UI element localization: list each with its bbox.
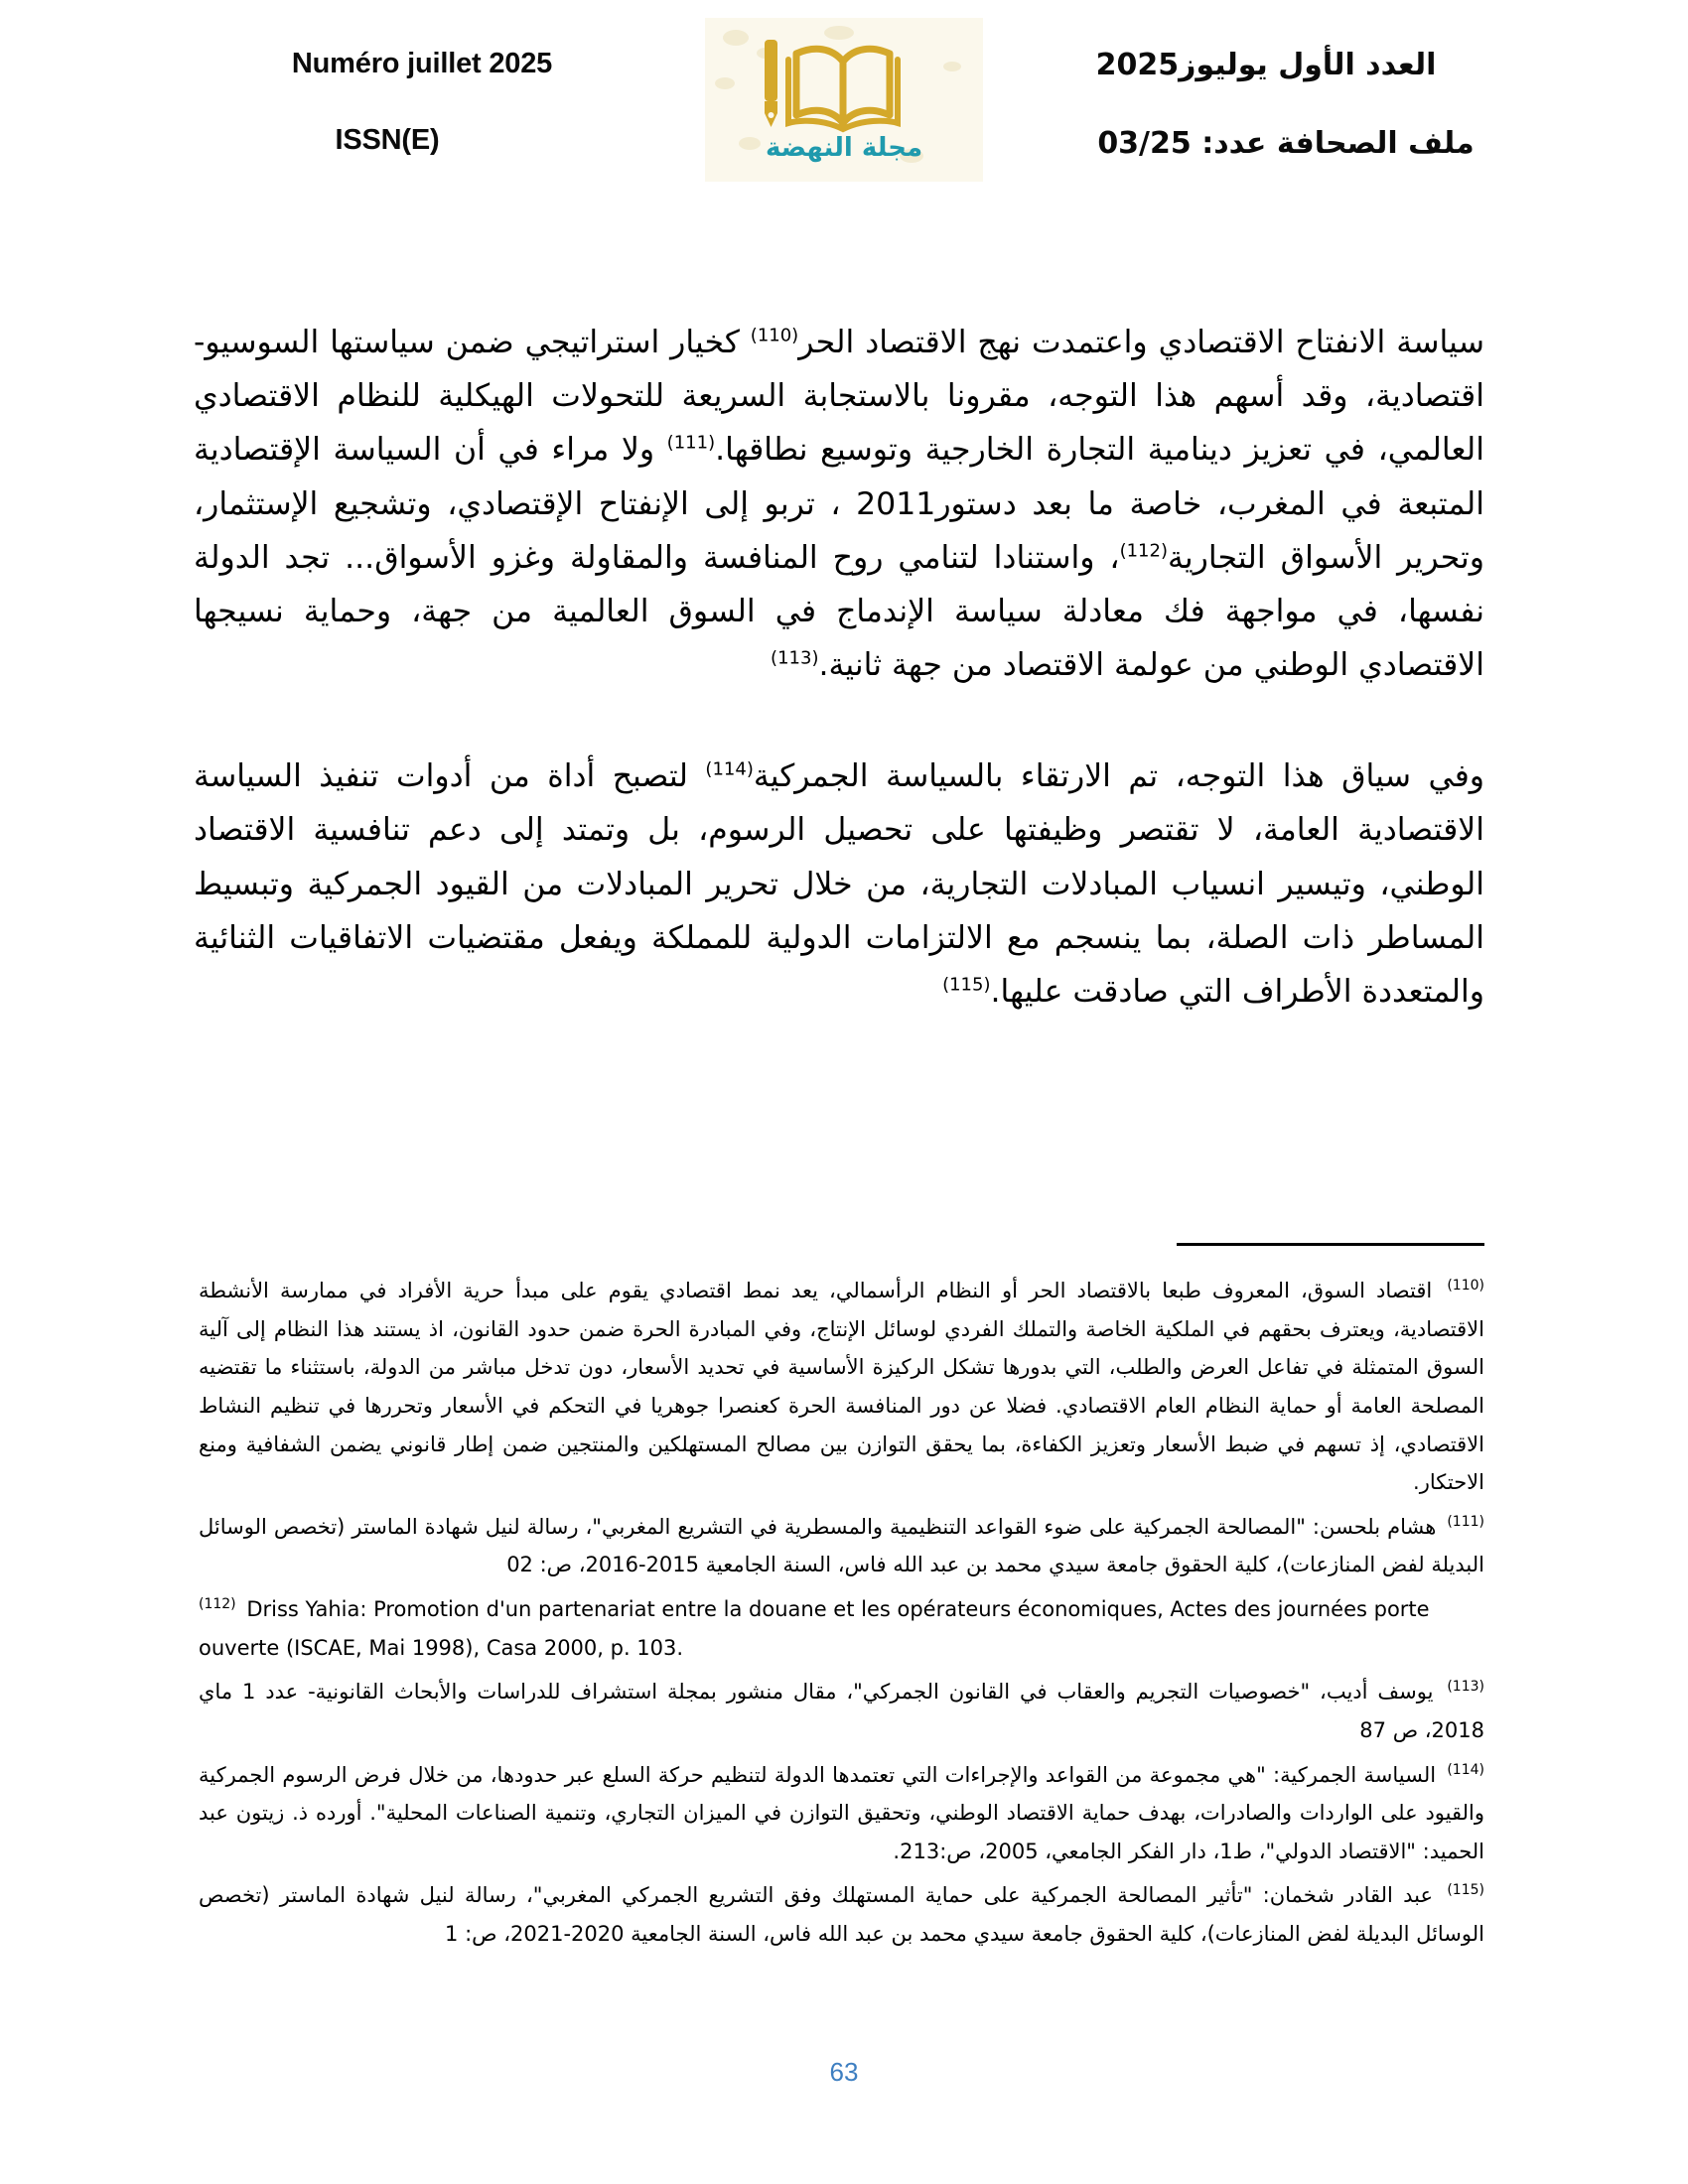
- footnote-marker[interactable]: (114): [705, 758, 754, 780]
- header-issue-fr: Numéro juillet 2025: [291, 48, 553, 79]
- body-text-run: سياسة الانفتاح الاقتصادي واعتمدت نهج الاقتصاد الحر: [798, 325, 1485, 360]
- journal-logo-name: مجلة النهضة: [765, 133, 923, 163]
- footnote-number[interactable]: (113): [1447, 1679, 1484, 1696]
- article-body: [194, 316, 1484, 1019]
- footnote-text: هشام بلحسن: "المصالحة الجمركية على ضوء القواعد التنظيمية والمسطرية في التشريع المغربي"، رسالة لنيل شهادة الماستر (تخصص الوسائل البديلة لفض المنازعات)، كلية الحقوق جامعة سيدي محمد بن عبد الله فاس، السنة الجامعية 2015-2016، ص: 02: [199, 1514, 1484, 1577]
- header-issue-ar: العدد الأول يوليوز2025: [1095, 48, 1437, 82]
- body-text-run: كخيار استراتيجي ضمن سياستها السوسيو-اقتصادية، وقد أسهم هذا التوجه، مقرونا بالاستجابة السريعة للتحولات الهيكلية للنظام الاقتصادي العالمي، في تعزيز دينامية التجارة الخارجية وتوسيع نطاقها.: [194, 325, 1484, 469]
- open-book-with-pen-icon: [745, 32, 943, 139]
- footnote-marker[interactable]: (113): [771, 647, 819, 669]
- footnote-number[interactable]: (114): [1447, 1761, 1484, 1778]
- footnote-number[interactable]: (115): [1447, 1882, 1484, 1899]
- footnote-item: [199, 1673, 1484, 1749]
- page-number: 63: [829, 2057, 859, 2087]
- footnote-marker[interactable]: (115): [942, 974, 991, 996]
- body-text-run: ، واستنادا لتنامي روح المنافسة والمقاولة وغزو الأسواق... تجد الدولة نفسها، في مواجهة فك معادلة سياسة الإندماج في السوق العالمية من جهة، وحماية نسيجها الاقتصادي الوطني من عولمة الاقتصاد من جهة ثانية.: [194, 539, 1484, 684]
- footnote-marker[interactable]: (112): [1119, 540, 1168, 562]
- footnote-text: Driss Yahia: Promotion d'un partenariat entre la douane et les opérateurs économiques, Actes des journées porte ouverte (ISCAE, Mai 1998), Casa 2000, p. 103.: [199, 1597, 1430, 1660]
- page-header: [0, 18, 1688, 216]
- header-file-number: ملف الصحافة عدد: 03/25: [1097, 126, 1475, 161]
- footnote-number[interactable]: (110): [1447, 1278, 1484, 1294]
- footnote-text: يوسف أديب، "خصوصيات التجريم والعقاب في القانون الجمركي"، مقال منشور بمجلة استشراف للدراسات والأبحاث القانونية- عدد 1 ماي 2018، ص 87: [199, 1680, 1484, 1742]
- footnote-text: اقتصاد السوق، المعروف طبعا بالاقتصاد الحر أو النظام الرأسمالي، يعد نمط اقتصادي يقوم على مبدأ حرية الأفراد في ممارسة الأنشطة الاقتصادية، ويعترف بحقهم في الملكية الخاصة والتملك الفردي لوسائل الإنتاج، وفي المبادرة الحرة ضمن حدود القانون، اذ يستند هذا النظام إلى آلية السوق المتمثلة في تفاعل العرض والطلب، التي بدورها تشكل الركيزة الأساسية في تحديد الأسعار، دون تدخل مباشر من الدولة، باستثناء ما تقتضيه المصلحة العامة أو حماية النظام العام الاقتصادي. فضلا عن دور المنافسة الحرة كعنصرا جوهريا في التحكم في الأسعار وتحررها في تنظيم النشاط الاقتصادي، إذ تسهم في ضبط الأسعار وتعزيز الكفاءة، بما يحقق التوازن بين مصالح المستهلكين والمنتجين ضمن إطار قانوني يضمن الشفافية ومنع الاحتكار.: [199, 1279, 1484, 1495]
- footnote-number[interactable]: (112): [199, 1596, 236, 1612]
- body-text-run: ولا مراء في أن السياسة الإقتصادية المتبعة في المغرب، خاصة ما بعد دستور2011 ، تربو إلى الإنفتاح الإقتصادي، وتشجيع الإستثمار، وتحرير الأسواق التجارية: [194, 432, 1485, 576]
- footnote-item: [199, 1756, 1484, 1871]
- footnote-list: [199, 1272, 1484, 1954]
- footnote-item: [199, 1876, 1484, 1953]
- footnote-text: عبد القادر شخمان: "تأثير المصالحة الجمركية على حماية المستهلك وفق التشريع الجمركي المغربي"، رسالة لنيل شهادة الماستر (تخصص الوسائل البديلة لفض المنازعات)، كلية الحقوق جامعة سيدي محمد بن عبد الله فاس، السنة الجامعية 2020-2021، ص: 1: [199, 1883, 1484, 1946]
- header-issn: ISSN(E): [335, 124, 440, 156]
- body-paragraph: [194, 316, 1484, 692]
- body-text-run: لتصبح أداة من أدوات تنفيذ السياسة الاقتصادية العامة، لا تقتصر وظيفتها على تحصيل الرسوم، بل وتمتد إلى دعم تنافسية الاقتصاد الوطني، وتيسير انسياب المبادلات التجارية، من خلال تحرير المبادلات من القيود الجمركية وتبسيط المساطر ذات الصلة، بما ينسجم مع الالتزامات الدولية للمملكة ويفعل مقتضيات الاتفاقيات الثنائية والمتعددة الأطراف التي صادقت عليها.: [194, 758, 1484, 1010]
- footnote-text: السياسة الجمركية: "هي مجموعة من القواعد والإجراءات التي تعتمدها الدولة لتنظيم حركة السلع عبر حدودها، من خلال فرض الرسوم الجمركية والقيود على الواردات والصادرات، بهدف حماية الاقتصاد الوطني، وتحقيق التوازن في الميزان التجاري، وتنمية الصناعات المحلية". أورده ذ. زيتون عبد الحميد: "الاقتصاد الدولي"، ط1، دار الفكر الجامعي، 2005، ص:213.: [199, 1762, 1484, 1863]
- footnote-separator-holder: [199, 1243, 1484, 1246]
- footnote-marker[interactable]: (111): [666, 432, 716, 454]
- header-right-block: [1053, 18, 1479, 161]
- footnote-item: [199, 1508, 1484, 1584]
- footnote-separator-rule: [1177, 1243, 1484, 1246]
- footnote-item: [199, 1590, 1484, 1667]
- footnote-marker[interactable]: (110): [750, 325, 799, 346]
- body-paragraph: [194, 750, 1484, 1019]
- header-left-block: [209, 18, 635, 157]
- journal-logo: [705, 18, 983, 182]
- footnote-number[interactable]: (111): [1447, 1513, 1484, 1530]
- footnotes-section: [199, 1243, 1484, 1960]
- body-text-run: وفي سياق هذا التوجه، تم الارتقاء بالسياسة الجمركية: [753, 758, 1484, 795]
- footnote-item: [199, 1272, 1484, 1502]
